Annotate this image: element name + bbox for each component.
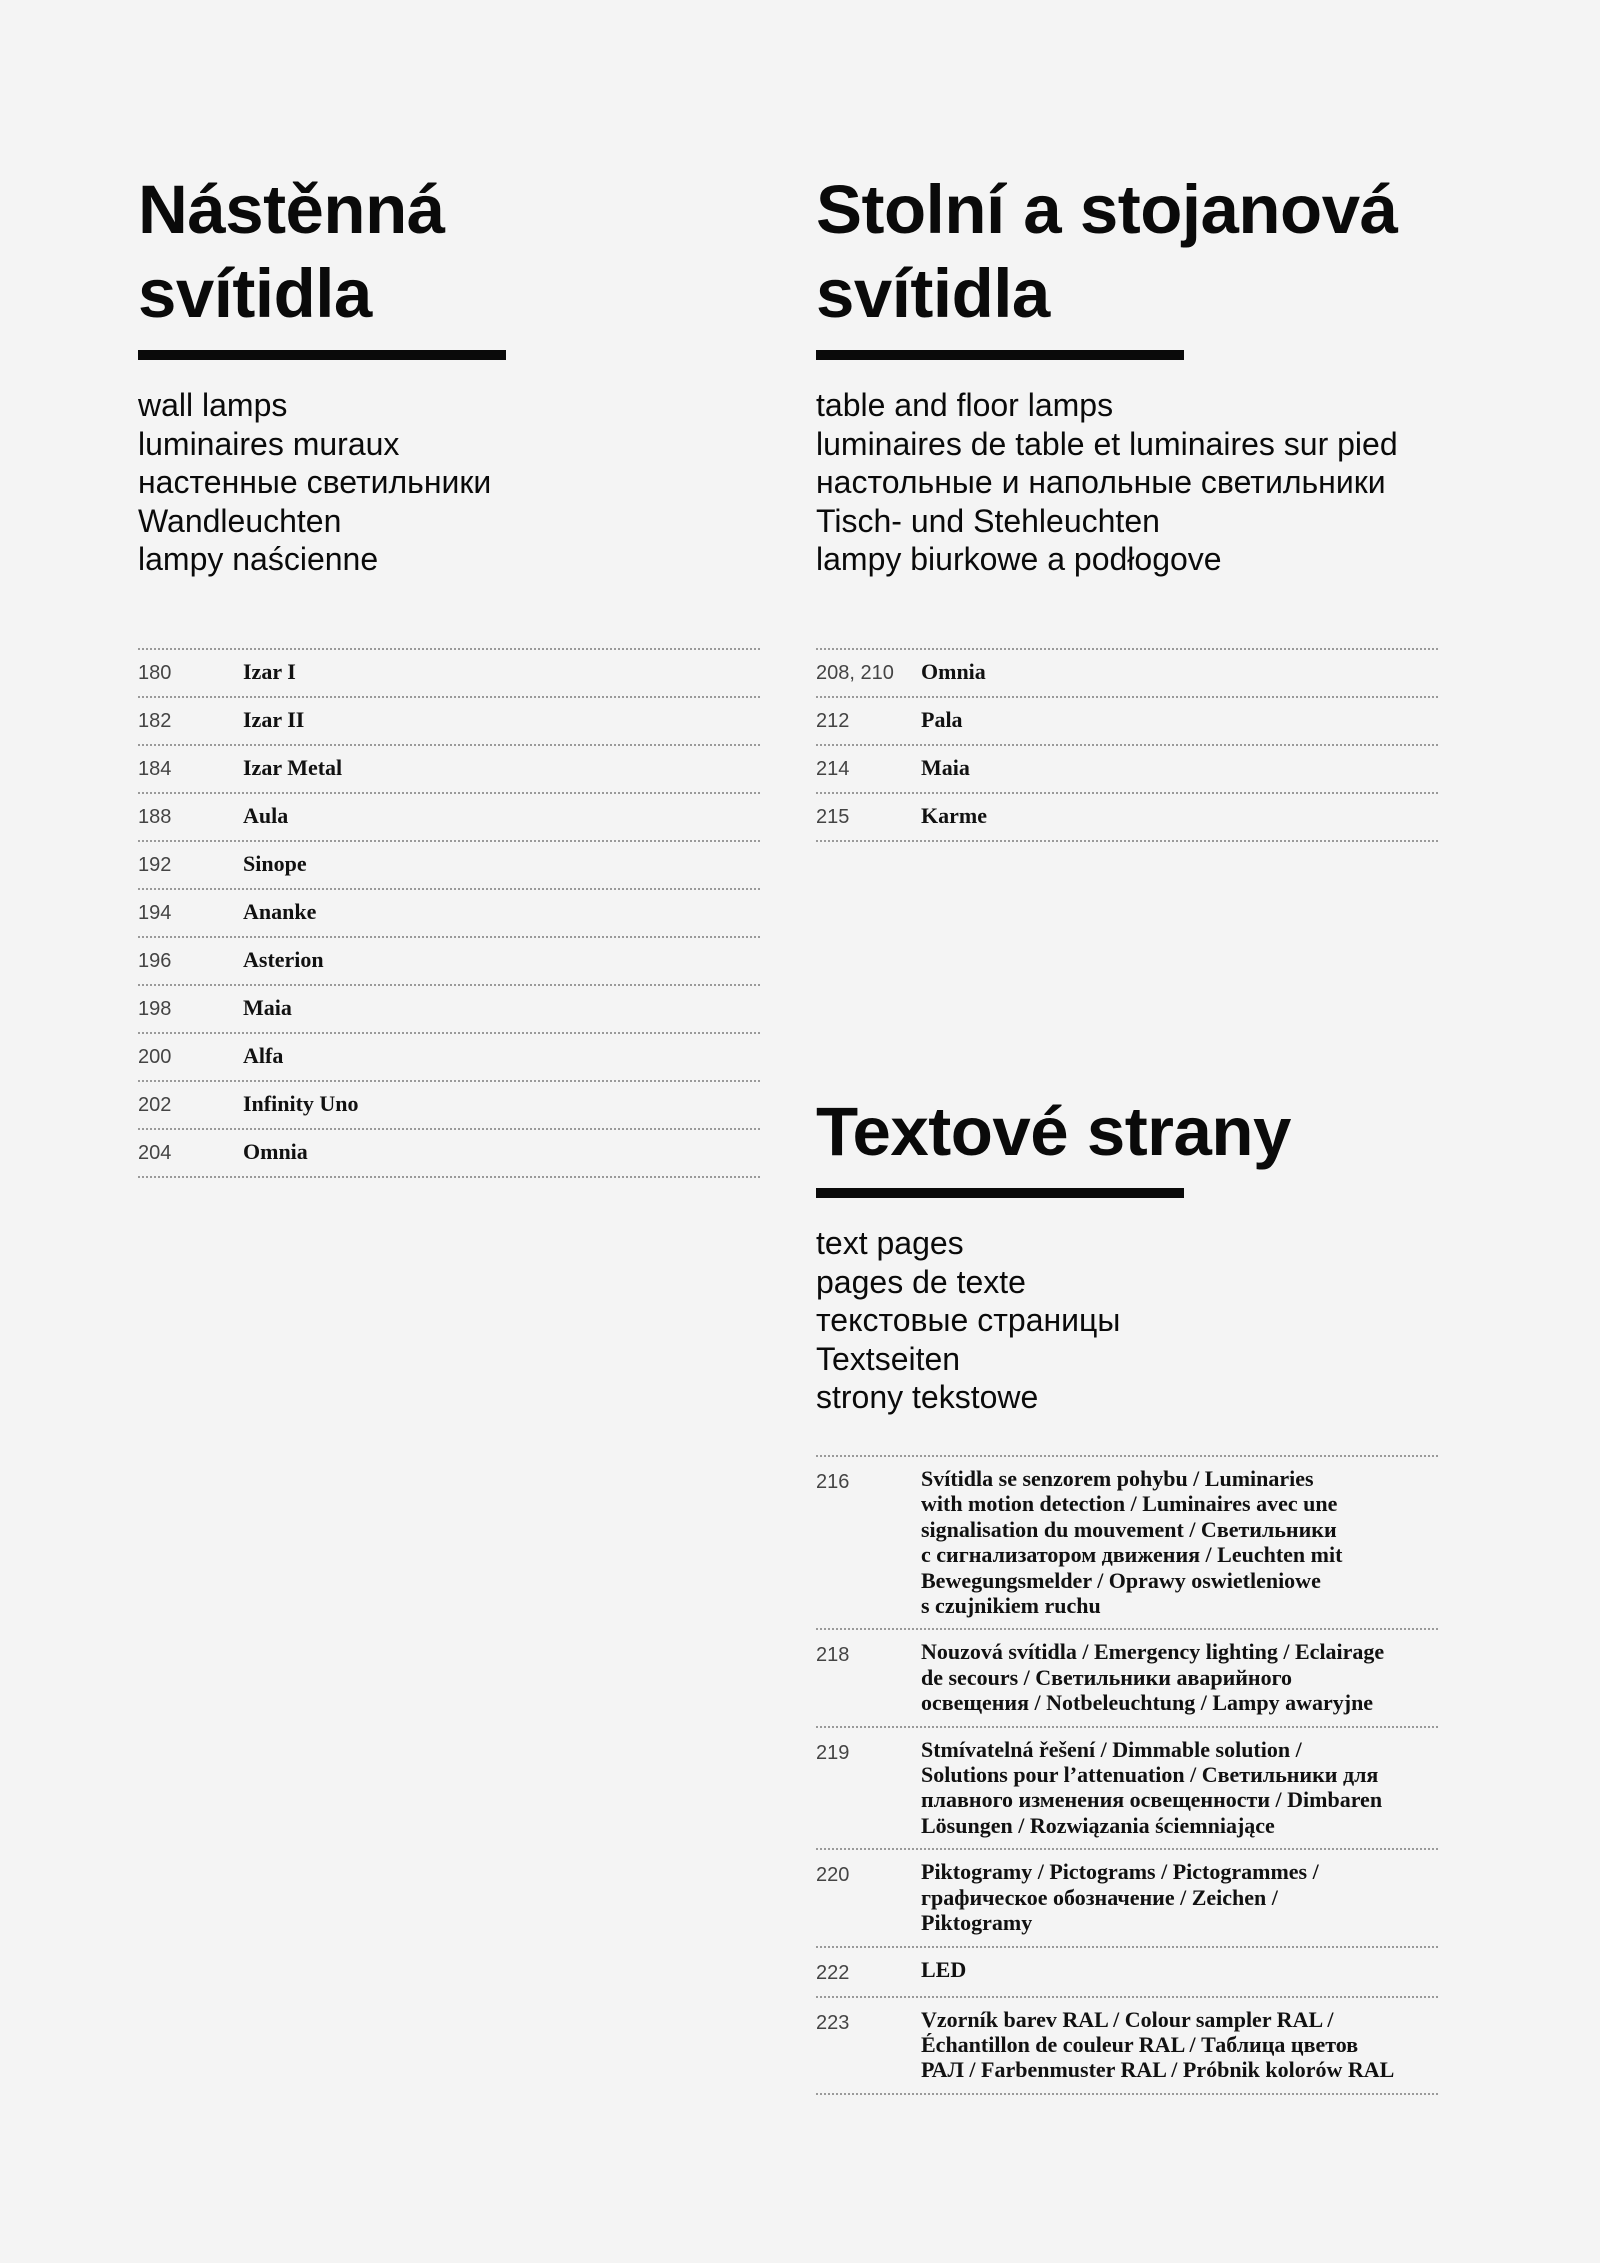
toc-row[interactable]	[138, 650, 760, 698]
page-number: 202	[138, 1094, 172, 1116]
subtitle-list	[816, 1224, 1576, 1417]
page-number: 208, 210	[816, 662, 894, 684]
page-number: 184	[138, 758, 172, 780]
toc-row[interactable]	[816, 1728, 1438, 1851]
title-line: Piktogramy / Pictograms / Pictogrammes /	[921, 1859, 1319, 1885]
toc-row[interactable]	[138, 1034, 760, 1082]
subtitle-en: table and floor lamps	[816, 387, 1114, 423]
product-name: Infinity Uno	[243, 1091, 359, 1116]
title-line: Solutions pour l’attenuation / Светильники для	[921, 1762, 1379, 1788]
toc-row[interactable]	[816, 1948, 1438, 1998]
product-name: Maia	[243, 995, 292, 1020]
page-number: 200	[138, 1046, 172, 1068]
page-number: 192	[138, 854, 172, 876]
title-line: Échantillon de couleur RAL / Таблица цветов	[921, 2031, 1359, 2057]
subtitle-ru: настенные светильники	[138, 464, 492, 500]
title-line: Vzorník barev RAL / Colour sampler RAL /	[921, 2006, 1334, 2032]
section-table-floor-lamps	[816, 168, 1576, 579]
subtitle-en: text pages	[816, 1225, 964, 1261]
toc-wall-lamps	[138, 648, 760, 1178]
title-line: Lösungen / Rozwiązania ściemniające	[921, 1812, 1275, 1838]
toc-row[interactable]	[816, 1998, 1438, 2095]
toc-row[interactable]	[138, 746, 760, 794]
toc-row[interactable]	[138, 1082, 760, 1130]
page-number: 215	[816, 806, 850, 828]
toc-row[interactable]	[138, 794, 760, 842]
page-number: 214	[816, 758, 850, 780]
toc-row[interactable]	[138, 938, 760, 986]
page-number: 219	[816, 1741, 850, 1764]
toc-row[interactable]	[816, 746, 1438, 794]
product-name: Izar Metal	[243, 755, 343, 780]
product-name: Sinope	[243, 851, 307, 876]
product-name: Karme	[921, 803, 987, 828]
toc-row[interactable]	[816, 1630, 1438, 1727]
text-page-title	[921, 1957, 966, 1986]
section-text-pages	[816, 1090, 1576, 1417]
subtitle-pl: lampy naścienne	[138, 541, 379, 577]
subtitle-de: Textseiten	[816, 1340, 961, 1377]
subtitle-de: Wandleuchten	[138, 502, 342, 539]
page-number: 180	[138, 662, 172, 684]
product-name: Ananke	[243, 899, 317, 924]
section-heading: Stolní a stojanová svítidla	[816, 171, 1398, 332]
text-page-title	[921, 1639, 1384, 1715]
title-line: signalisation du mouvement / Светильники	[921, 1516, 1337, 1542]
page-number: 182	[138, 710, 172, 732]
section-heading: Textové strany	[816, 1093, 1291, 1170]
page-number: 188	[138, 806, 172, 828]
subtitle-pl: lampy biurkowe a podłogove	[816, 541, 1222, 577]
toc-row[interactable]	[816, 794, 1438, 842]
subtitle-list	[138, 386, 763, 579]
page-number: 223	[816, 2011, 850, 2034]
page-number: 204	[138, 1142, 172, 1164]
subtitle-fr: luminaires muraux	[138, 425, 400, 462]
heading-underline	[816, 1188, 1184, 1198]
product-name: Omnia	[921, 659, 986, 684]
subtitle-fr: luminaires de table et luminaires sur pied	[816, 425, 1398, 462]
text-page-title	[921, 2007, 1394, 2083]
product-name: Asterion	[243, 947, 324, 972]
title-line: графическое обозначение / Zeichen /	[921, 1884, 1278, 1910]
subtitle-ru: текстовые страницы	[816, 1302, 1121, 1338]
title-line: с сигнализатором движения / Leuchten mit	[921, 1542, 1343, 1568]
page-number: 196	[138, 950, 172, 972]
page-number: 222	[816, 1961, 850, 1984]
page-number: 198	[138, 998, 172, 1020]
product-name: Izar I	[243, 659, 296, 684]
section-heading: Nástěnná svítidla	[138, 171, 445, 332]
toc-row[interactable]	[816, 698, 1438, 746]
text-page-title	[921, 1737, 1382, 1839]
title-line: Bewegungsmelder / Oprawy oswietleniowe	[921, 1567, 1321, 1593]
title-line: de secours / Светильники аварийного	[921, 1664, 1293, 1690]
toc-text-pages	[816, 1455, 1438, 2095]
section-wall-lamps	[138, 168, 763, 579]
product-name: Omnia	[243, 1139, 308, 1164]
toc-row[interactable]	[138, 1130, 760, 1178]
product-name: Izar II	[243, 707, 305, 732]
title-line: Piktogramy	[921, 1910, 1033, 1936]
subtitle-list	[816, 386, 1576, 579]
page-number: 218	[816, 1644, 850, 1667]
toc-row[interactable]	[138, 842, 760, 890]
subtitle-fr: pages de texte	[816, 1263, 1026, 1300]
toc-row[interactable]	[816, 1457, 1438, 1630]
subtitle-de: Tisch- und Stehleuchten	[816, 502, 1160, 539]
title-line: плавного изменения освещенности / Dimbaren	[921, 1787, 1383, 1813]
heading-underline	[816, 350, 1184, 360]
toc-table-floor-lamps	[816, 648, 1438, 842]
product-name: Alfa	[243, 1043, 284, 1068]
page-number: 212	[816, 710, 850, 732]
title-line: LED	[921, 1956, 967, 1982]
toc-row[interactable]	[816, 1850, 1438, 1947]
toc-row[interactable]	[138, 890, 760, 938]
text-page-title	[921, 1859, 1319, 1935]
text-page-title	[921, 1466, 1342, 1618]
toc-row[interactable]	[138, 698, 760, 746]
page-number: 194	[138, 902, 172, 924]
product-name: Maia	[921, 755, 970, 780]
subtitle-pl: strony tekstowe	[816, 1379, 1039, 1415]
title-line: освещения / Notbeleuchtung / Lampy awaryjne	[921, 1690, 1374, 1716]
product-name: Aula	[243, 803, 289, 828]
toc-row[interactable]	[138, 986, 760, 1034]
title-line: Svítidla se senzorem pohybu / Luminaries	[921, 1466, 1314, 1491]
heading-underline	[138, 350, 506, 360]
subtitle-en: wall lamps	[138, 387, 288, 423]
subtitle-ru: настольные и напольные светильники	[816, 464, 1386, 500]
page-number: 216	[816, 1471, 850, 1493]
product-name: Pala	[921, 707, 963, 732]
page-number: 220	[816, 1864, 850, 1887]
title-line: s czujnikiem ruchu	[921, 1593, 1101, 1619]
title-line: Stmívatelná řešení / Dimmable solution /	[921, 1736, 1302, 1762]
toc-row[interactable]	[816, 650, 1438, 698]
title-line: with motion detection / Luminaires avec une	[921, 1491, 1338, 1517]
title-line: Nouzová svítidla / Emergency lighting / Eclairage	[921, 1639, 1385, 1665]
title-line: РАЛ / Farbenmuster RAL / Próbnik kolorów RAL	[921, 2057, 1395, 2083]
